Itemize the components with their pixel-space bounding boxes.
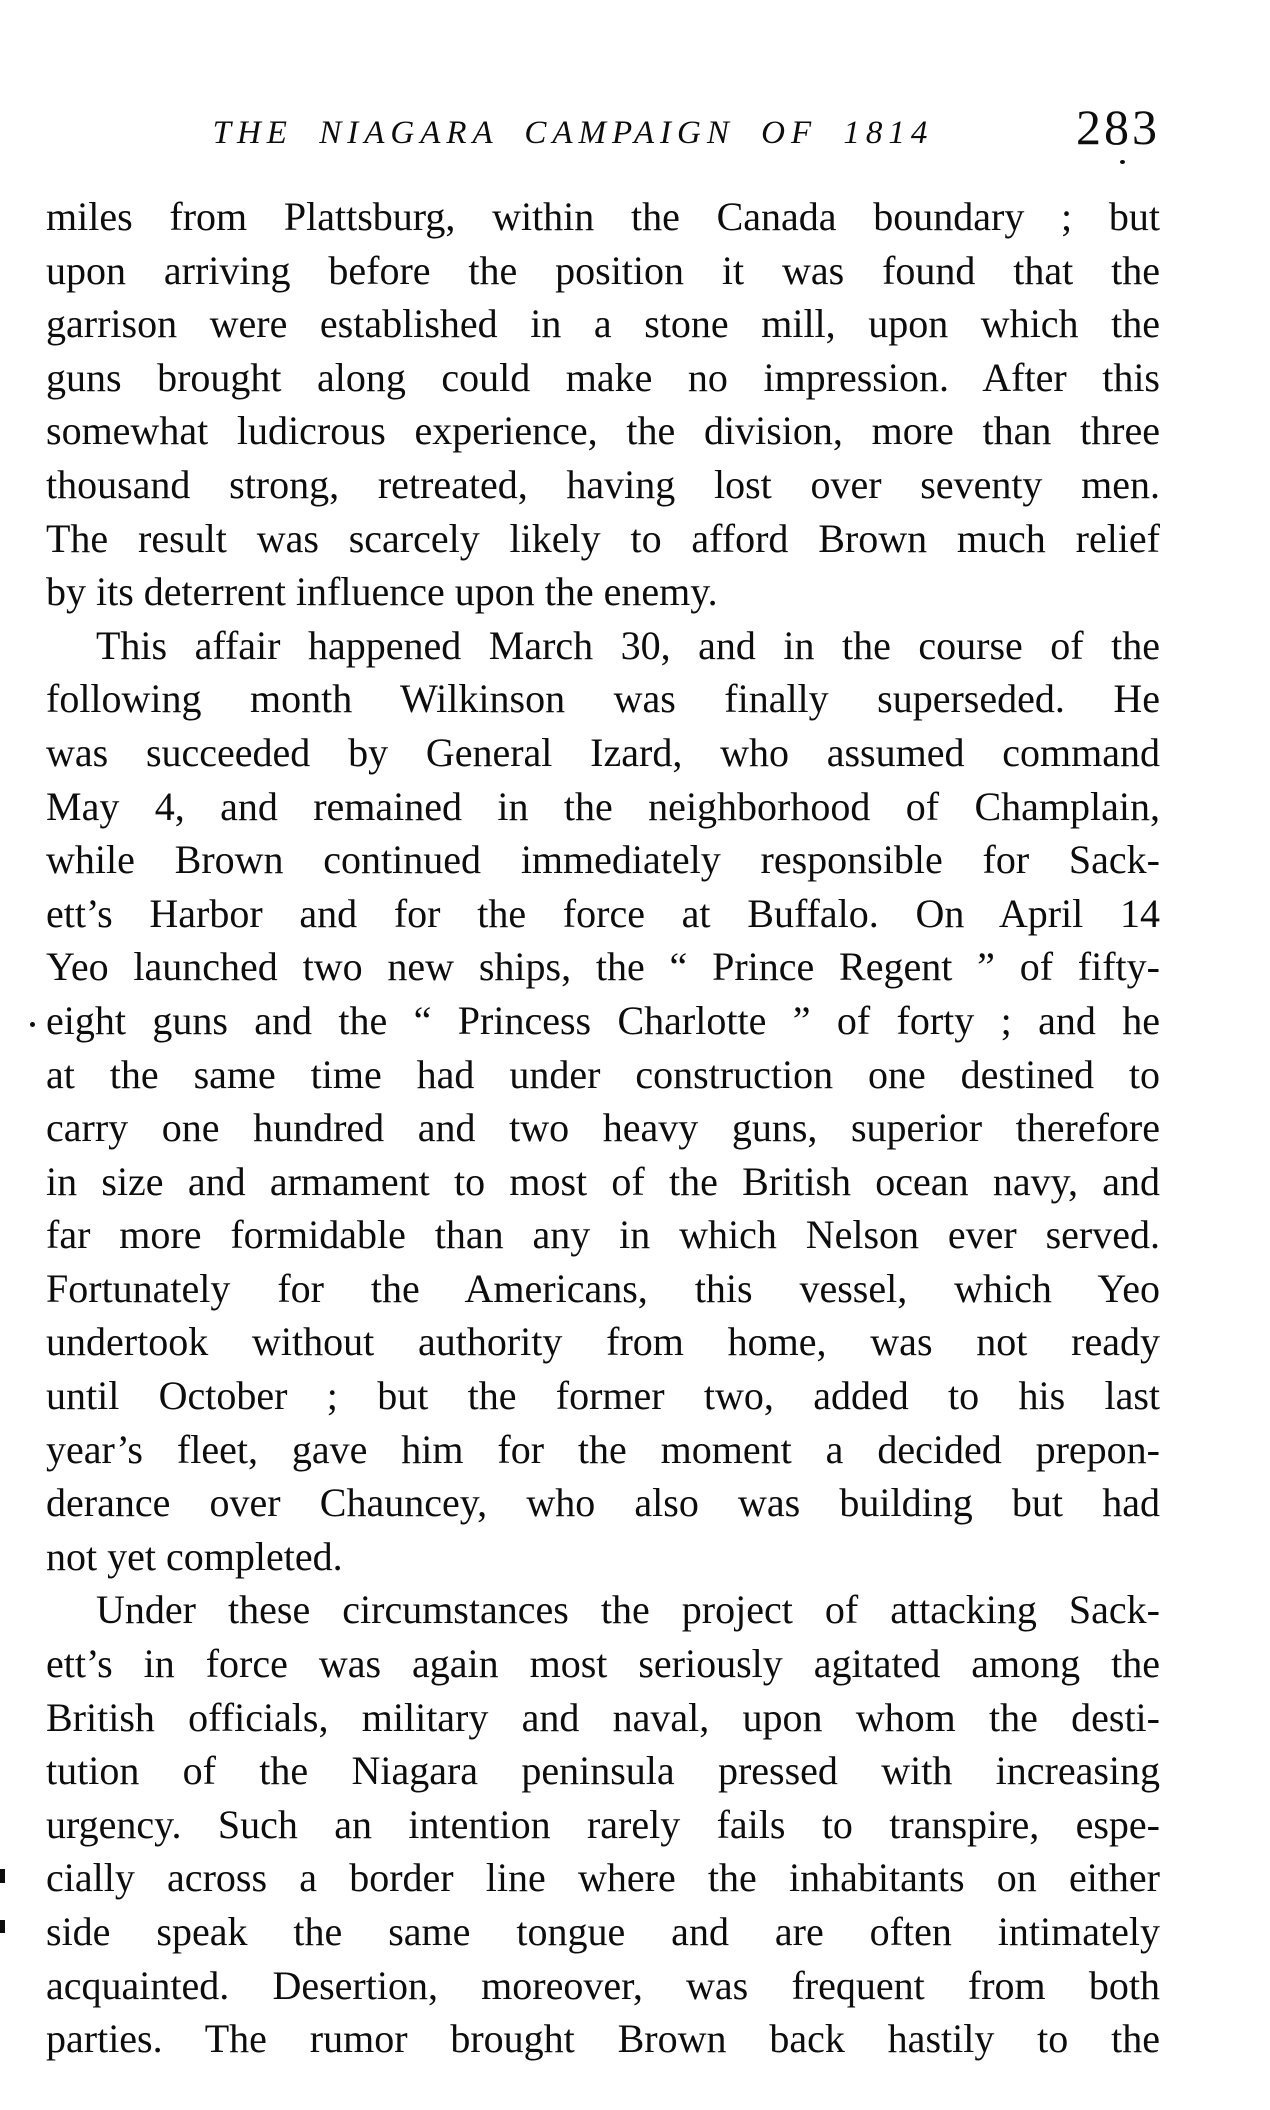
text-line: Under these circumstances the project of attacking Sack-: [96, 1587, 1160, 1633]
text-line: Yeo launched two new ships, the “ Prince Regent ” of fifty-: [46, 944, 1160, 990]
text-line: Fortunately for the Americans, this vessel, which Yeo: [46, 1265, 1160, 1311]
text-line: ett’s in force was again most seriously agitated among the: [46, 1641, 1160, 1687]
text-line: in size and armament to most of the British ocean navy, and: [46, 1158, 1160, 1204]
text-line: derance over Chauncey, who also was building but had: [46, 1480, 1160, 1526]
text-line: May 4, and remained in the neighborhood of Champlain,: [46, 783, 1160, 829]
scan-speck: [0, 1920, 5, 1933]
text-line: parties. The rumor brought Brown back hastily to the: [46, 2016, 1160, 2062]
text-line: until October ; but the former two, added to his last: [46, 1373, 1160, 1419]
text-line: at the same time had under construction one destined to: [46, 1051, 1160, 1097]
scan-speck: [1120, 160, 1125, 164]
text-line: British officials, military and naval, upon whom the desti-: [46, 1694, 1160, 1740]
text-line: acquainted. Desertion, moreover, was frequent from both: [46, 1962, 1160, 2008]
running-head: [46, 0, 1160, 170]
text-line: somewhat ludicrous experience, the division, more than three: [46, 408, 1160, 454]
text-line: upon arriving before the position it was found that the: [46, 247, 1160, 293]
text-line: undertook without authority from home, was not ready: [46, 1319, 1160, 1365]
scan-speck: [30, 1022, 35, 1027]
text-line: cially across a border line where the inhabitants on either: [46, 1855, 1160, 1901]
text-line: guns brought along could make no impression. After this: [46, 354, 1160, 400]
text-line: year’s fleet, gave him for the moment a decided prepon-: [46, 1426, 1160, 1472]
page-number: 283: [1076, 99, 1160, 155]
text-line: following month Wilkinson was finally superseded. He: [46, 676, 1160, 722]
text-line: garrison were established in a stone mill, upon which the: [46, 301, 1160, 347]
text-line: urgency. Such an intention rarely fails to transpire, espe-: [46, 1801, 1160, 1847]
text-line: while Brown continued immediately responsible for Sack-: [46, 837, 1160, 883]
running-head-title: THE NIAGARA CAMPAIGN OF 1814: [212, 115, 934, 151]
text-line: carry one hundred and two heavy guns, superior therefore: [46, 1105, 1160, 1151]
text-line: was succeeded by General Izard, who assumed command: [46, 729, 1160, 775]
text-line: thousand strong, retreated, having lost over seventy men.: [46, 461, 1160, 507]
text-line: ett’s Harbor and for the force at Buffalo. On April 14: [46, 890, 1160, 936]
text-line: This affair happened March 30, and in the course of the: [96, 622, 1160, 668]
text-line: miles from Plattsburg, within the Canada boundary ; but: [46, 194, 1160, 239]
text-line: by its deterrent influence upon the enemy.: [46, 569, 718, 615]
text-line: far more formidable than any in which Nelson ever served.: [46, 1212, 1160, 1258]
text-line: The result was scarcely likely to afford Brown much relief: [46, 515, 1160, 561]
scan-speck: [0, 1869, 5, 1883]
text-line: tution of the Niagara peninsula pressed with increasing: [46, 1748, 1160, 1794]
text-line: side speak the same tongue and are often intimately: [46, 1909, 1160, 1954]
body-text: [46, 190, 1160, 2066]
text-line: eight guns and the “ Princess Charlotte ” of forty ; and he: [46, 997, 1160, 1043]
text-line: not yet completed.: [46, 1533, 343, 1579]
